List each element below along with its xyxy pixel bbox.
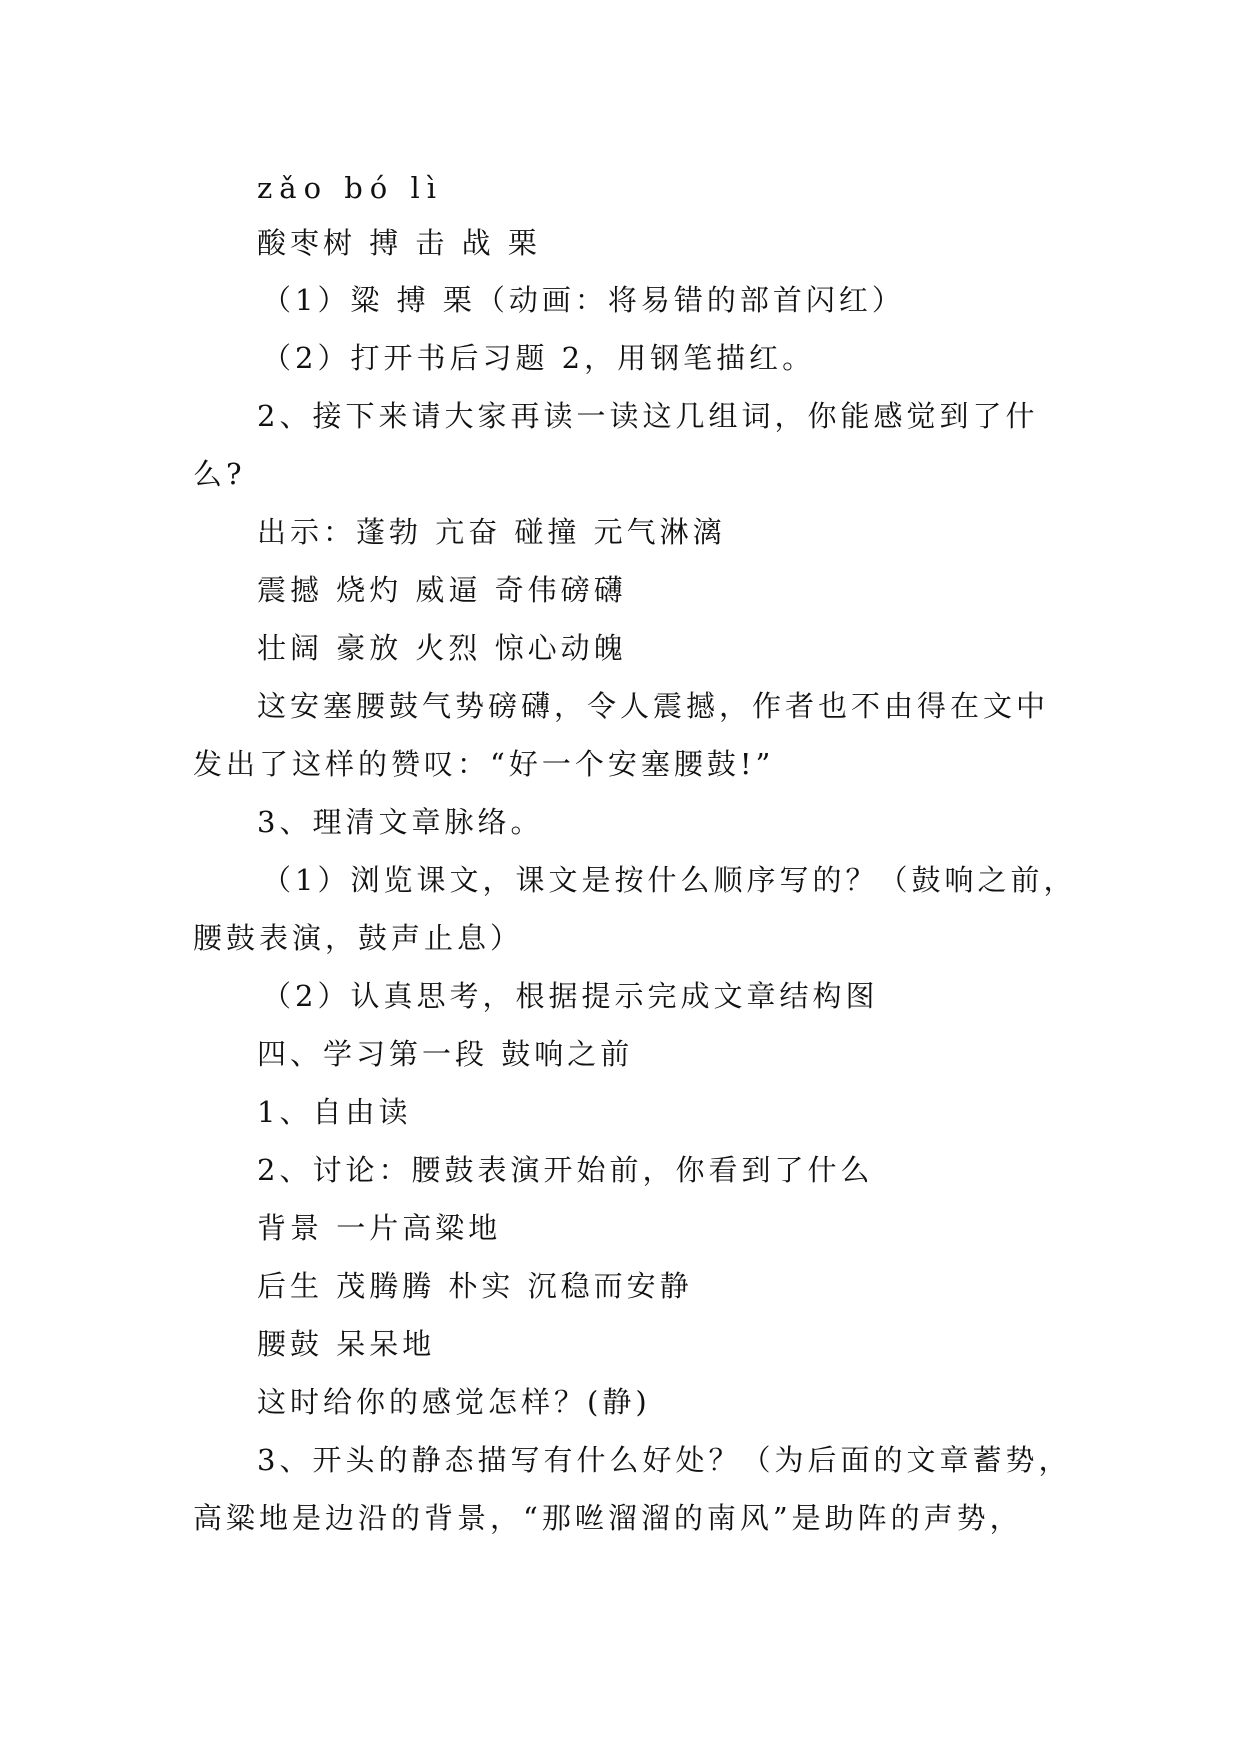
text-line: 3、理清文章脉络。 <box>257 805 544 839</box>
text-line-continued: 发出了这样的赞叹：“好一个安塞腰鼓!” <box>193 747 775 781</box>
text-line: 这时给你的感觉怎样？(静) <box>257 1385 651 1419</box>
text-line: （2）打开书后习题 2，用钢笔描红。 <box>262 341 816 375</box>
text-line: （1）粱 搏 栗（动画：将易错的部首闪红） <box>262 283 905 317</box>
pinyin-line: zǎo bó lì <box>257 171 444 205</box>
text-line-continued: 么? <box>193 457 246 491</box>
text-line: 1、自由读 <box>257 1095 412 1129</box>
text-line: 2、讨论：腰鼓表演开始前，你看到了什么 <box>257 1153 874 1187</box>
section-heading: 四、学习第一段 鼓响之前 <box>257 1037 634 1071</box>
text-line: 2、接下来请大家再读一读这几组词，你能感觉到了什 <box>257 399 1039 433</box>
text-line: 3、开头的静态描写有什么好处？（为后面的文章蓄势， <box>257 1443 1072 1477</box>
text-line: （2）认真思考，根据提示完成文章结构图 <box>262 979 879 1013</box>
text-line-continued: 高粱地是边沿的背景，“那咝溜溜的南风”是助阵的声势， <box>193 1501 1023 1535</box>
text-line: 后生 茂腾腾 朴实 沉稳而安静 <box>257 1269 693 1303</box>
text-line: 腰鼓 呆呆地 <box>257 1327 436 1361</box>
text-line: 出示：蓬勃 亢奋 碰撞 元气淋漓 <box>257 515 726 549</box>
text-line: 背景 一片高粱地 <box>257 1211 502 1245</box>
text-line: 这安塞腰鼓气势磅礴，令人震撼，作者也不由得在文中 <box>257 689 1050 723</box>
vocab-line: 酸枣树 搏 击 战 栗 <box>257 226 541 260</box>
text-line-continued: 腰鼓表演，鼓声止息） <box>193 921 524 955</box>
text-line: 震撼 烧灼 威逼 奇伟磅礴 <box>257 573 627 607</box>
text-line: 壮阔 豪放 火烈 惊心动魄 <box>257 631 627 665</box>
text-line: （1）浏览课文，课文是按什么顺序写的？（鼓响之前， <box>262 863 1077 897</box>
